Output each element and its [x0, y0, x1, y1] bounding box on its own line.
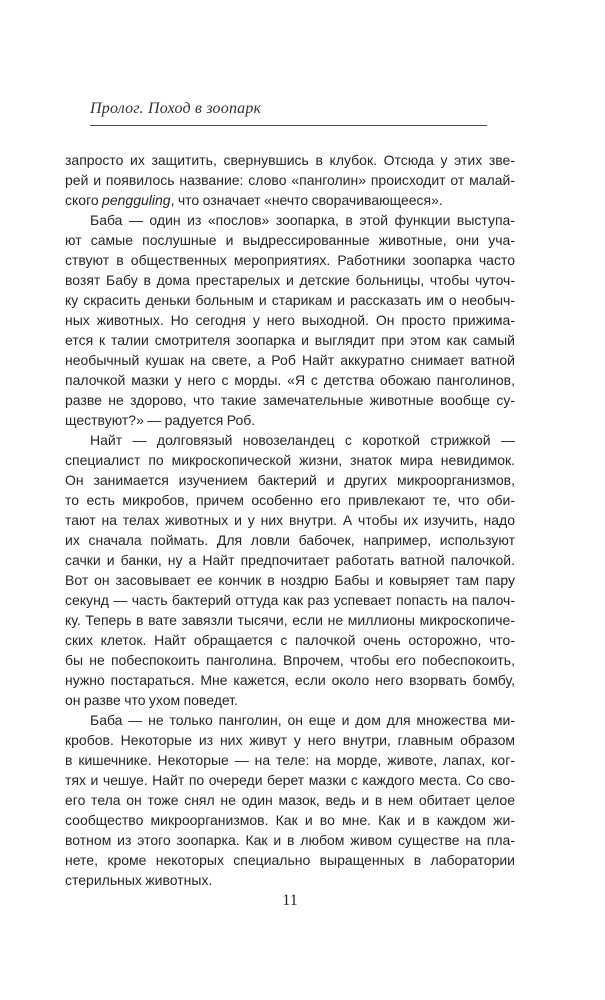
text-line: сачки и банки, ну а Найт предпочитает работать ватной палочкой.: [65, 552, 515, 568]
text-line: палочкой мазки у него с морды. «Я с детства обожаю панголинов,: [65, 372, 515, 388]
text-line: рей и появилось название: слово «панголин» происходит от малай-: [65, 172, 515, 188]
running-header-title: Пролог. Поход в зоопарк: [90, 100, 262, 117]
text-line: то есть микробов, причем особенно его привлекают те, что оби-: [65, 492, 515, 508]
paragraph: [65, 430, 515, 710]
text-line: Баба — не только панголин, он еще и дом для множества ми-: [90, 712, 515, 728]
text-line: ется к талии смотрителя зоопарка и выглядит при этом как самый: [65, 332, 515, 348]
text-line: необычный кушак на свете, а Роб Найт аккуратно снимает ватной: [65, 352, 515, 368]
paragraph: [65, 710, 515, 890]
text-line: сообщество микроорганизмов. Как и во мне. Как и в каждом жи-: [65, 812, 515, 828]
text-line: ских клеток. Найт обращается с палочкой очень осторожно, что-: [65, 632, 515, 648]
page-number: 11: [282, 892, 298, 909]
text-line: он разве что ухом поведет.: [65, 692, 238, 708]
text-line: Найт — долговязый новозеландец с короткой стрижкой —: [90, 432, 515, 448]
text-line: запросто их защитить, свернувшись в клубок. Отсюда у этих зве-: [65, 152, 515, 168]
text-line: тях и чешуе. Найт по очереди берет мазки с каждого места. Со сво-: [65, 772, 515, 788]
text-line: ют самые послушные и выдрессированные животные, они уча-: [65, 232, 515, 248]
paragraph: [65, 210, 515, 430]
text-line: в кишечнике. Некоторые — на теле: на морде, животе, лапах, ког-: [65, 752, 515, 768]
text-line: кробов. Некоторые из них живут у него внутри, главным образом: [65, 732, 515, 748]
text-line: бы не побеспокоить панголина. Впрочем, чтобы его побеспокоить,: [65, 652, 515, 668]
text-line: специалист по микроскопической жизни, знаток мира невидимок.: [65, 452, 515, 468]
text-line: Вот он засовывает ее кончик в ноздрю Бабы и ковыряет там пару: [65, 572, 515, 588]
text-line: тают на телах животных и у них внутри. А чтобы их изучить, надо: [65, 512, 515, 528]
text-line: Он занимается изучением бактерий и других микроорганизмов,: [65, 472, 515, 488]
text-line: его тела он тоже снял не один мазок, ведь и в нем обитает целое: [65, 792, 515, 808]
text-line: ку. Теперь в вате завязли тысячи, если не миллионы микроскопиче-: [65, 612, 515, 628]
text-line: ных животных. Но сегодня у него выходной. Он просто прижима-: [65, 312, 515, 328]
text-line: их сначала поймать. Для ловли бабочек, например, используют: [65, 532, 515, 548]
running-header: [90, 99, 487, 119]
header-rule: [90, 125, 487, 126]
text-line: ствуют в общественных мероприятиях. Работники зоопарка часто: [65, 252, 515, 268]
text-line: нужно постараться. Мне кажется, если около него взорвать бомбу,: [65, 672, 515, 688]
text-line: нете, кроме некоторых специально выращенных в лаборатории: [65, 852, 515, 868]
text-line: вотном из этого зоопарка. Как и в любом живом существе на пла-: [65, 832, 515, 848]
text-line: ского pengguling, что означает «нечто сворачивающееся».: [65, 192, 443, 208]
text-line: секунд — часть бактерий оттуда как раз успевает попасть на палоч-: [65, 592, 515, 608]
text-line: разве не здорово, что такие замечательные животные вообще су-: [65, 392, 515, 408]
text-line: стерильных животных.: [65, 872, 213, 888]
text-line: ществуют?» — радуется Роб.: [65, 412, 256, 428]
text-line: ку скрасить деньки больным и старикам и рассказать им о необыч-: [65, 292, 515, 308]
text-line: Баба — один из «послов» зоопарка, в этой функции выступа-: [90, 212, 515, 228]
paragraph: [65, 150, 515, 210]
text-line: возят Бабу в дома престарелых и детские больницы, чтобы чуточ-: [65, 272, 515, 288]
body-text: [65, 150, 515, 890]
